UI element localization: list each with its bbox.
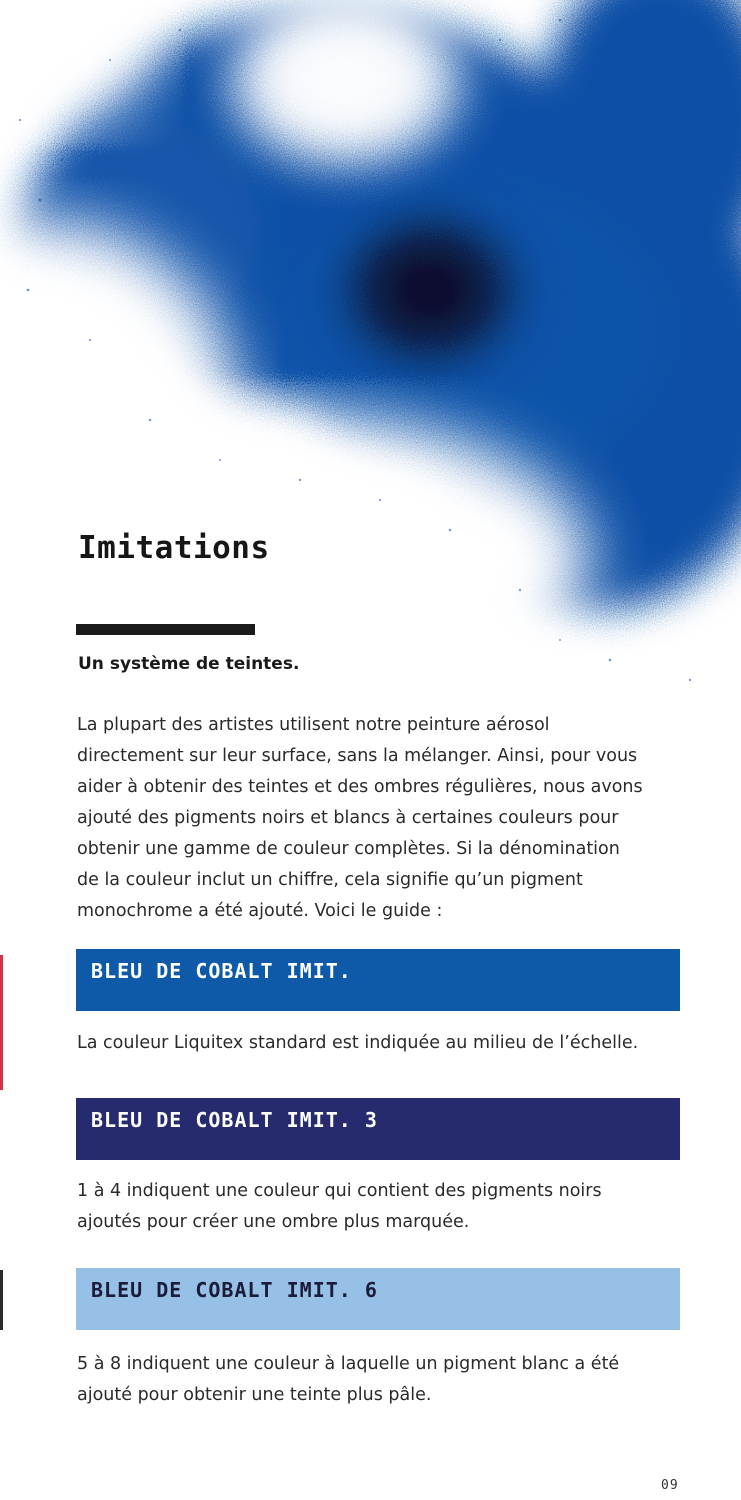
intro-line: ajouté des pigments noirs et blancs à certaines couleurs pour [77,808,619,828]
intro-line: aider à obtenir des teintes et des ombres régulières, nous avons [77,777,643,797]
description-line: 1 à 4 indiquent une couleur qui contient des pigments noirs [77,1181,602,1201]
intro-line: obtenir une gamme de couleur complètes. Si la dénomination [77,839,620,859]
swatch-label: BLEU DE COBALT IMIT. [91,959,352,983]
swatch-label: BLEU DE COBALT IMIT. 3 [91,1108,378,1132]
edge-color-mark-red [0,955,3,1090]
swatch-description [77,1176,697,1238]
swatch-description [77,1028,697,1059]
description-line: La couleur Liquitex standard est indiquée au milieu de l’échelle. [77,1033,639,1053]
description-line: ajoutés pour créer une ombre plus marquée. [77,1212,470,1232]
page-number: 09 [661,1478,679,1493]
subtitle: Un système de teintes. [78,654,300,674]
color-swatch-tint [76,1268,680,1330]
color-swatch-standard [76,949,680,1011]
swatch-description [77,1349,697,1411]
intro-line: de la couleur inclut un chiffre, cela signifie qu’un pigment [77,870,583,890]
edge-color-mark-dark [0,1270,3,1330]
intro-line: monochrome a été ajouté. Voici le guide : [77,901,443,921]
title-rule [76,624,255,635]
intro-line: directement sur leur surface, sans la mélanger. Ainsi, pour vous [77,746,638,766]
spray-paint-illustration [0,0,741,720]
page-title: Imitations [78,530,270,566]
intro-line: La plupart des artistes utilisent notre peinture aérosol [77,715,550,735]
description-line: ajouté pour obtenir une teinte plus pâle. [77,1385,432,1405]
intro-paragraph [77,710,697,927]
swatch-label: BLEU DE COBALT IMIT. 6 [91,1278,378,1302]
description-line: 5 à 8 indiquent une couleur à laquelle un pigment blanc a été [77,1354,620,1374]
color-swatch-shade [76,1098,680,1160]
